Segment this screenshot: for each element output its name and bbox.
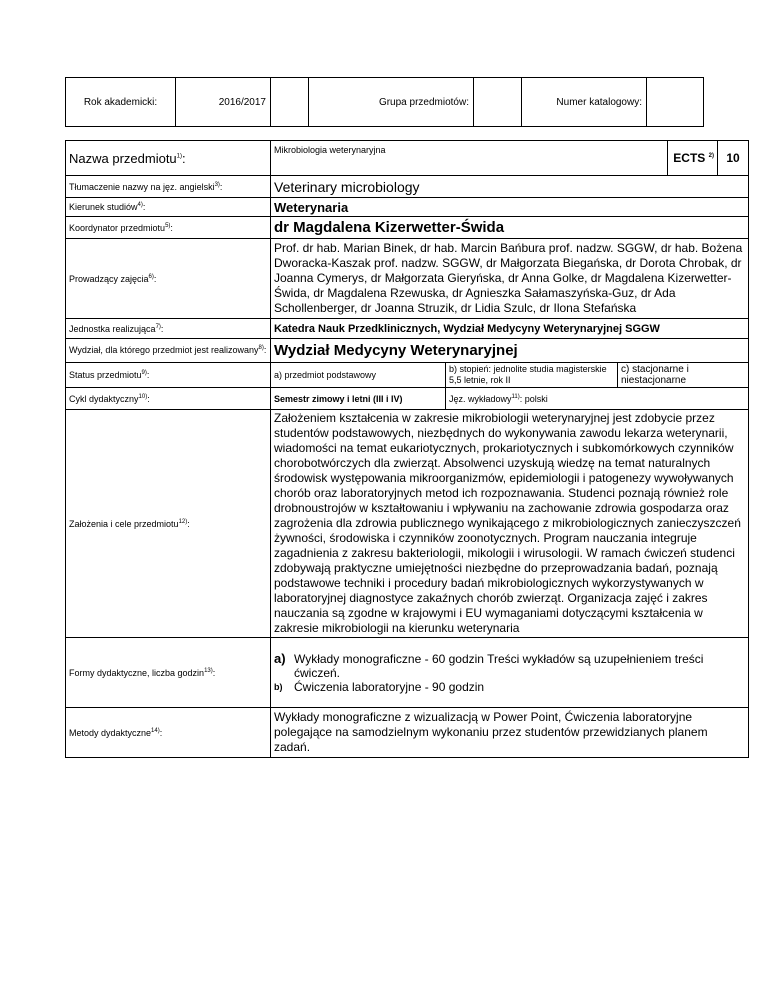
catalog-number-value <box>647 78 704 127</box>
faculty-value: Wydział Medycyny Weterynaryjnej <box>271 339 749 363</box>
row-english-name <box>66 176 749 198</box>
row-objectives <box>66 410 749 638</box>
coordinator-value: dr Magdalena Kizerwetter-Świda <box>271 217 749 239</box>
list-item: b) Ćwiczenia laboratoryjne - 90 godzin <box>274 679 485 694</box>
lecturers-label: Prowadzący zajęcia$^{6)}$: <box>66 239 271 319</box>
status-a: a) przedmiot podstawowy <box>271 363 446 388</box>
forms-value <box>271 638 749 708</box>
row-methods <box>66 708 749 758</box>
row-lecturers <box>66 239 749 319</box>
methods-value: Wykłady monograficzne z wizualizacją w Power Point, Ćwiczenia laboratoryjne polegające na samodzielnym wykonaniu przez studentów przewidzianych planem zadań. <box>271 708 749 758</box>
academic-year-value: 2016/2017 <box>176 78 271 127</box>
objectives-label: Założenia i cele przedmiotu$^{12)}$: <box>66 410 271 638</box>
row-forms <box>66 638 749 708</box>
lecturers-value: Prof. dr hab. Marian Binek, dr hab. Marcin Bańbura prof. nadzw. SGGW, dr hab. Bożena Dworacka-Kaszak prof. nadzw. SGGW, dr Małgorzata Biegańska, dr Dorota Chrobak, dr Joanna Cymerys, dr Małgorzata Gieryńska, dr Anna Golke, dr Magdalena Kizerwetter-Świda, dr Magdalena Rzewuska, dr Agnieszka Sałamaszyńska-Guz, dr Ada Schollenberger, dr Joanna Struzik, dr Lidia Szulc, dr Ilona Stefańska <box>271 239 749 319</box>
english-name-value: Veterinary microbiology <box>271 176 749 198</box>
cycle-value: Semestr zimowy i letni (III i IV) <box>271 388 446 410</box>
faculty-label: Wydział, dla którego przedmiot jest realizowany$^{8)}$: <box>66 339 271 363</box>
row-unit <box>66 319 749 339</box>
row-coordinator <box>66 217 749 239</box>
english-name-label: Tłumaczenie nazwy na jęz. angielski$^{3)}$: <box>66 176 271 198</box>
subject-name-label: Nazwa przedmiotu$^{1)}$: <box>66 141 271 176</box>
methods-label: Metody dydaktyczne$^{14)}$: <box>66 708 271 758</box>
ects-value: 10 <box>718 141 749 176</box>
status-label: Status przedmiotu$^{9)}$: <box>66 363 271 388</box>
header-table <box>65 77 704 127</box>
row-status <box>66 363 749 388</box>
subject-table <box>65 140 749 758</box>
row-faculty <box>66 339 749 363</box>
forms-label: Formy dydaktyczne, liczba godzin$^{13)}$: <box>66 638 271 708</box>
unit-value: Katedra Nauk Przedklinicznych, Wydział Medycyny Weterynaryjnej SGGW <box>271 319 749 339</box>
academic-year-label: Rok akademicki: <box>66 78 176 127</box>
list-item: a) Wykłady monograficzne - 60 godzin Treści wykładów są uzupełnieniem treści ćwiczeń. <box>274 650 704 680</box>
subject-group-label: Grupa przedmiotów: <box>309 78 474 127</box>
subject-name-value: Mikrobiologia weterynaryjna <box>271 141 668 176</box>
field-of-study-value: Weterynaria <box>271 198 749 217</box>
row-cycle <box>66 388 749 410</box>
row-subject-name <box>66 141 749 176</box>
forms-list <box>274 652 745 694</box>
status-b: b) stopień: jednolite studia magisterskie 5,5 letnie, rok II <box>446 363 618 388</box>
subject-group-value <box>474 78 522 127</box>
catalog-number-label: Numer katalogowy: <box>522 78 647 127</box>
row-field-of-study <box>66 198 749 217</box>
coordinator-label: Koordynator przedmiotu$^{5)}$: <box>66 217 271 239</box>
cycle-label: Cykl dydaktyczny$^{10)}$: <box>66 388 271 410</box>
unit-label: Jednostka realizująca$^{7)}$: <box>66 319 271 339</box>
objectives-value: Założeniem kształcenia w zakresie mikrobiologii weterynaryjnej jest zdobycie przez studentów podstawowych, niezbędnych do wykonywania zawodu lekarza weterynarii, wiadomości na temat eukariotycznych, prokariotycznych i subkomórkowych czynników chorobotwórczych dla zwierząt. Absolwenci uzyskują wiedzę na temat naturalnych środowisk występowania mikroorganizmów, epidemiologii i patogenezy wywoływanych chorób oraz laboratoryjnych metod ich rozpoznawania. Studenci poznają również role drobnoustrojów w kształtowaniu i wpływaniu na zachowanie zdrowia gospodarza oraz zagrożenia dla zdrowia publicznego wynikającego z mikrobiologicznych zanieczyszczeń żywności, środowiska i czynników zoonotycznych. Program nauczania integruje zagadnienia z zakresu bakteriologii, mikologii i wirusologii. W ramach ćwiczeń studenci zdobywają praktyczne umiejętności niezbędne do przeprowadzania badań, poznają podstawowe techniki i procedury badań mikrobiologicznych wykorzystywanych w laboratoryjnej diagnostyce zakaźnych chorób zwierząt. Organizacja zajęć i zakres nauczania są zgodne w krajowymi i EU wymaganiami dotyczącymi kształcenia w zakresie mikrobiologii na kierunku weterynaria <box>271 410 749 638</box>
language-cell: Jęz. wykładowy$^{11)}$: polski <box>446 388 749 410</box>
spacer-cell <box>271 78 309 127</box>
field-of-study-label: Kierunek studiów$^{4)}$: <box>66 198 271 217</box>
status-c: c) stacjonarne i niestacjonarne <box>618 363 749 388</box>
ects-label: ECTS $^{2)}$ <box>668 141 718 176</box>
